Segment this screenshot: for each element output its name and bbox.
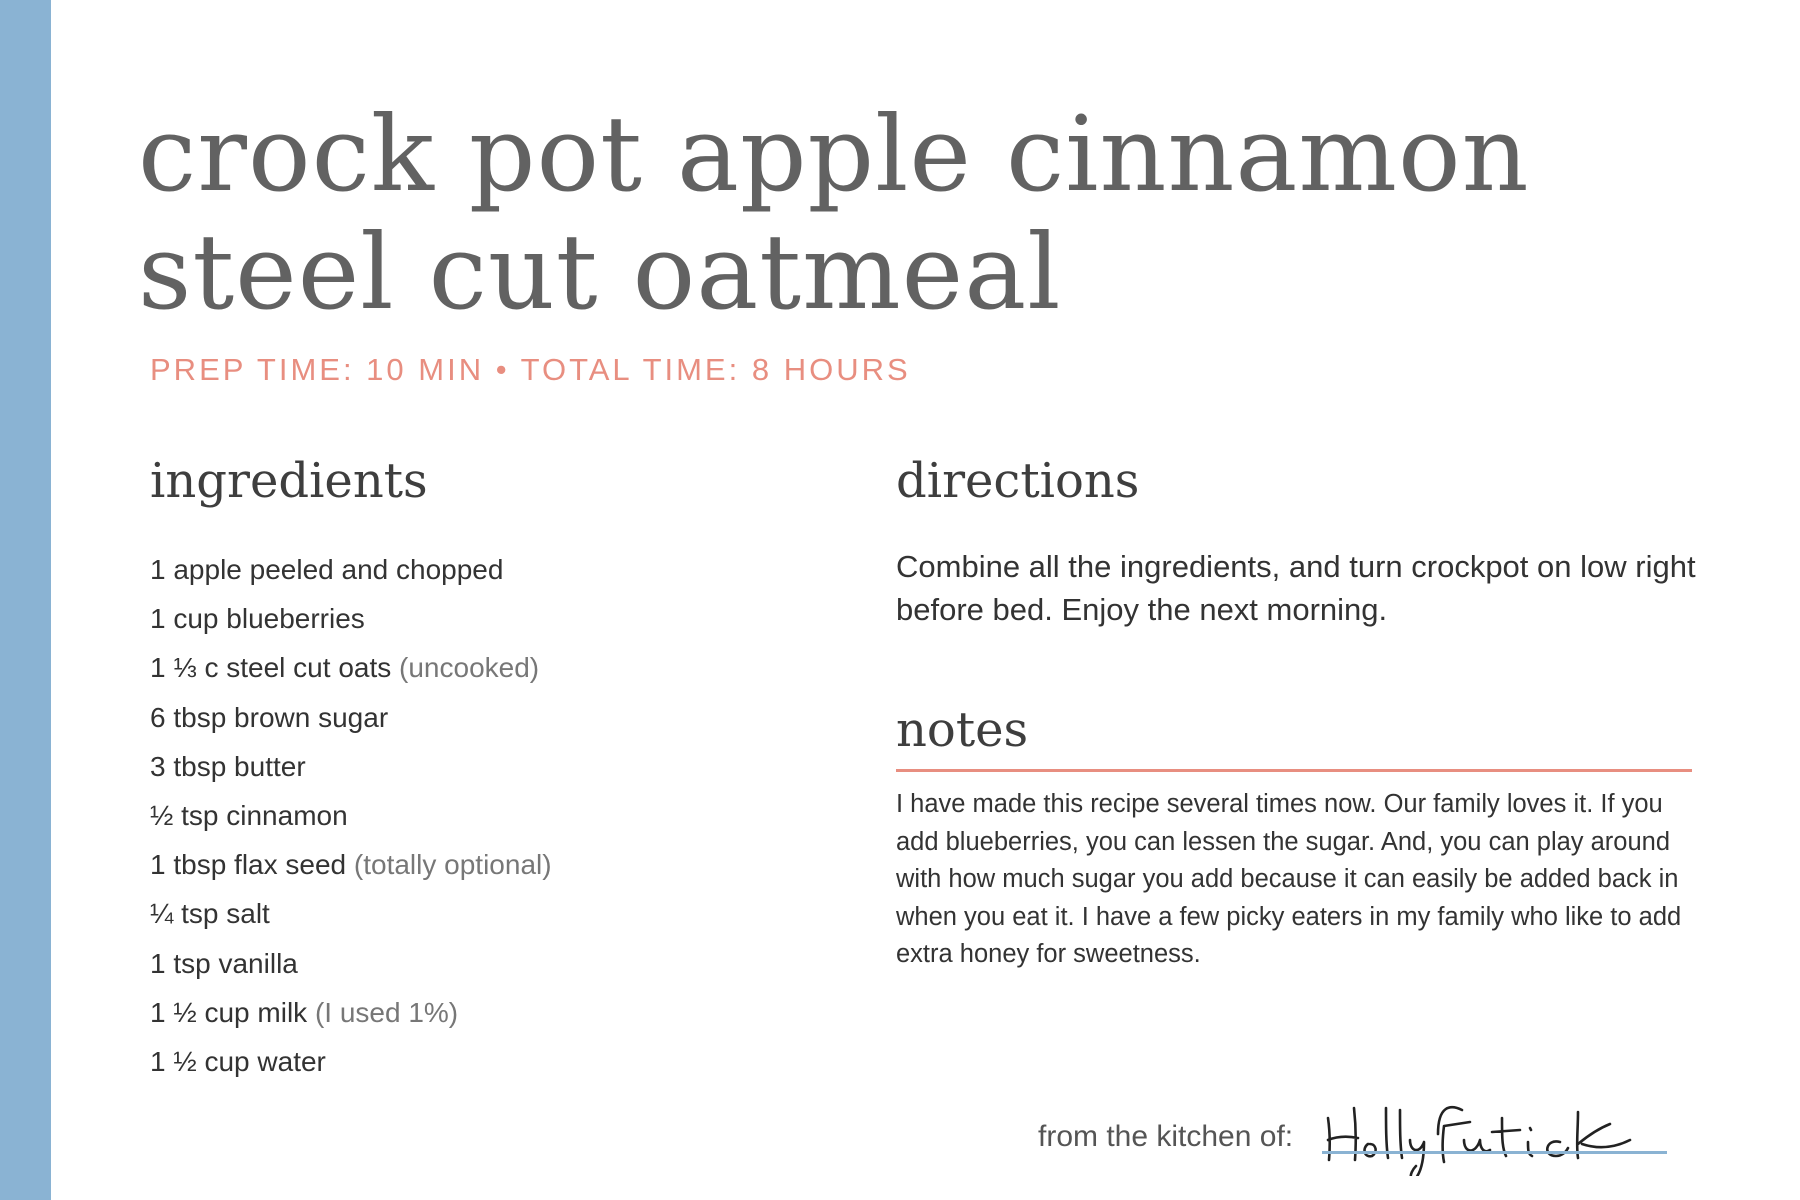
ingredient-item bbox=[150, 796, 850, 845]
ingredient-text: 3 tbsp butter bbox=[150, 750, 306, 782]
ingredient-item bbox=[150, 698, 850, 747]
recipe-times: PREP TIME: 10 MIN • TOTAL TIME: 8 HOURS bbox=[150, 352, 911, 387]
ingredient-item bbox=[150, 894, 850, 943]
ingredient-note: (uncooked) bbox=[399, 652, 540, 684]
ingredient-text: 1 ⅓ c steel cut oats bbox=[150, 652, 392, 684]
ingredient-text: 6 tbsp brown sugar bbox=[150, 701, 389, 733]
ingredient-item bbox=[150, 747, 850, 796]
recipe-title bbox=[138, 95, 1638, 331]
ingredient-item bbox=[150, 845, 850, 894]
footer-label: from the kitchen of: bbox=[1038, 1120, 1294, 1153]
signature-image bbox=[1320, 1096, 1660, 1176]
ingredient-item bbox=[150, 1042, 850, 1091]
ingredient-text: 1 ½ cup water bbox=[150, 1045, 326, 1077]
ingredient-text: 1 cup blueberries bbox=[150, 603, 365, 635]
ingredient-note: (totally optional) bbox=[353, 849, 552, 881]
ingredient-text: ¼ tsp salt bbox=[150, 898, 270, 930]
side-stripe bbox=[0, 0, 51, 1200]
notes-text: I have made this recipe several times now. Our family loves it. If you add blueberries, you can lessen the sugar. And, you can play around with how much sugar you add because it can easily be added back in when you eat it. I have a few picky eaters in my family who like to add extra honey for sweetness. bbox=[896, 790, 1682, 968]
directions-heading: directions bbox=[896, 453, 1140, 509]
ingredient-text: 1 tsp vanilla bbox=[150, 947, 298, 979]
signature-line bbox=[1322, 1151, 1667, 1154]
ingredient-note: (I used 1%) bbox=[314, 996, 459, 1028]
ingredient-item bbox=[150, 599, 850, 648]
ingredient-text: ½ tsp cinnamon bbox=[150, 799, 348, 831]
recipe-title-line-1: crock pot apple cinnamon bbox=[138, 93, 1530, 215]
ingredient-text: 1 apple peeled and chopped bbox=[150, 554, 504, 585]
ingredient-item bbox=[150, 944, 850, 993]
recipe-title-line-2: steel cut oatmeal bbox=[138, 211, 1062, 333]
ingredient-item bbox=[150, 993, 850, 1042]
ingredient-text: 1 ½ cup milk bbox=[150, 996, 308, 1028]
ingredient-list bbox=[150, 550, 850, 1091]
directions-text: Combine all the ingredients, and turn crockpot on low right before bed. Enjoy the next morning. bbox=[896, 549, 1696, 627]
ingredient-text: 1 tbsp flax seed bbox=[150, 849, 347, 881]
notes-heading: notes bbox=[896, 702, 1029, 758]
notes-divider bbox=[896, 769, 1692, 772]
ingredients-heading: ingredients bbox=[150, 453, 428, 509]
ingredient-item bbox=[150, 550, 850, 599]
ingredient-item bbox=[150, 648, 850, 697]
